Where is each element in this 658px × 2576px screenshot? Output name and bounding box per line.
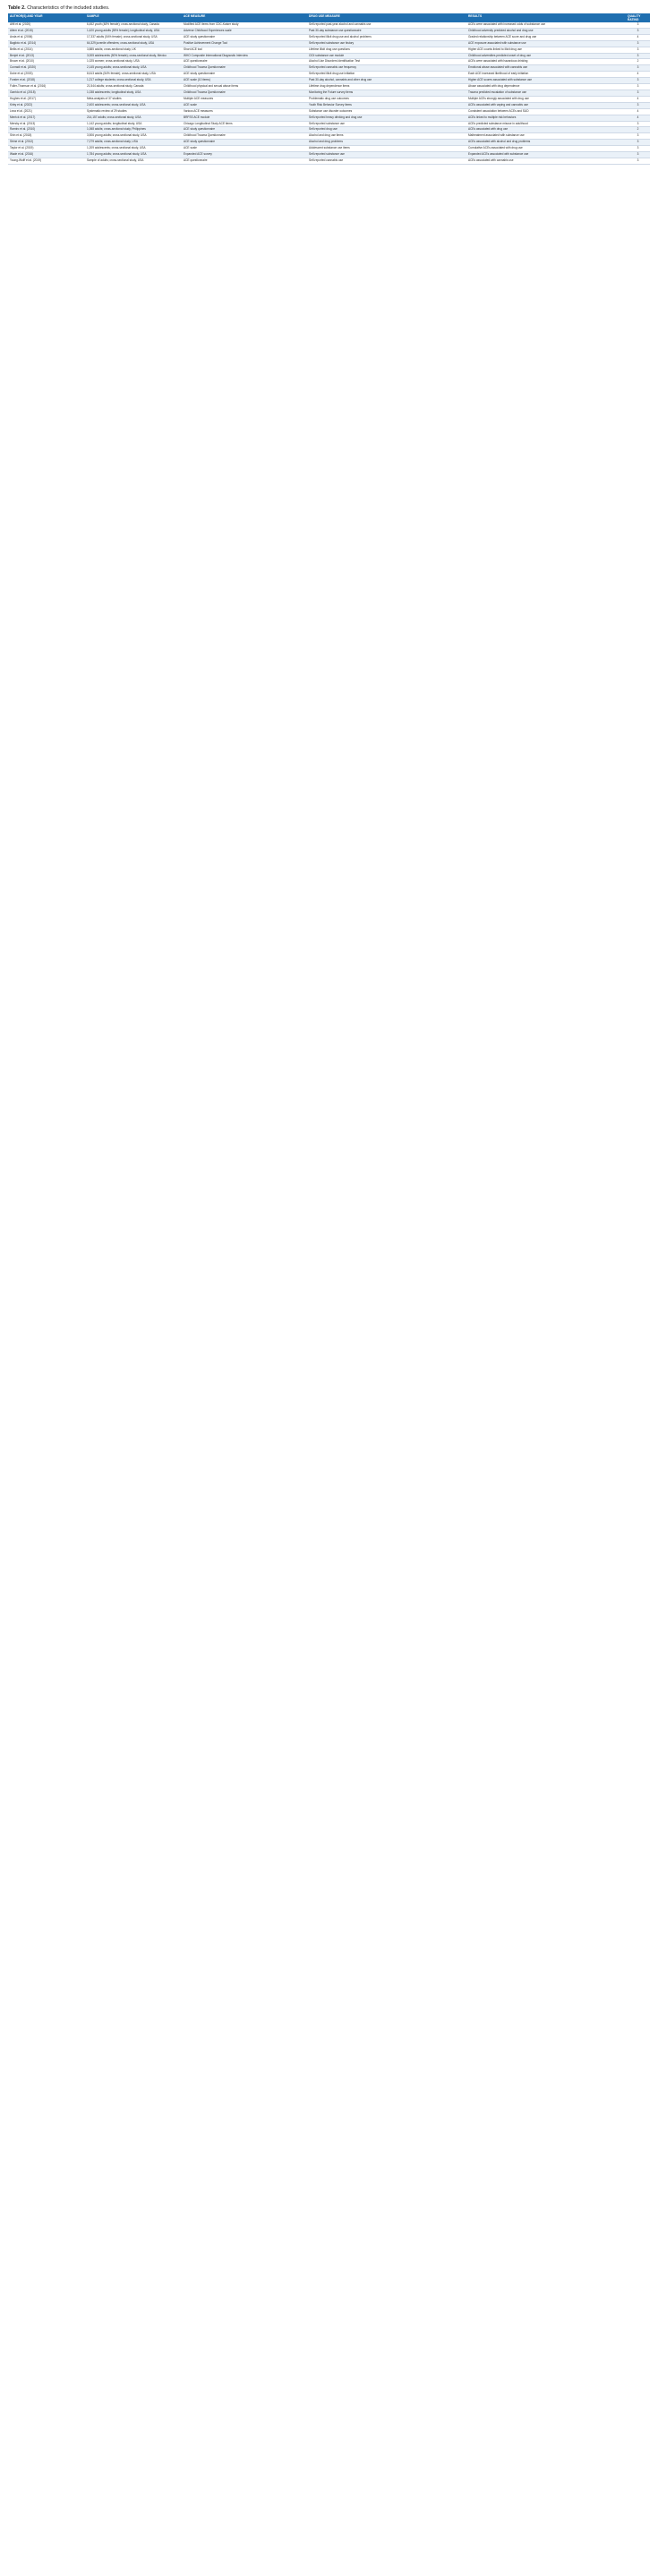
cell-sample: 1,142 young adults; longitudinal study, USA	[85, 121, 182, 127]
cell-ace-measure: ACE questionnaire	[182, 59, 307, 65]
cell-quality-rating: 3	[626, 40, 650, 47]
cell-results: ACEs were associated with increased odds of substance use	[466, 22, 626, 28]
cell-authors: Dube et al. (2003)	[8, 72, 85, 78]
cell-results: Cumulative ACEs associated with drug use	[466, 146, 626, 152]
cell-sample: Systematic review of 29 studies	[85, 108, 182, 115]
cell-results: ACE exposure associated with substance use	[466, 40, 626, 47]
table-row	[8, 84, 650, 90]
cell-quality-rating: 4	[626, 96, 650, 102]
cell-ace-measure: Childhood Trauma Questionnaire	[182, 90, 307, 96]
cell-drug-use-measure: Alcohol Use Disorders Identification Test	[307, 59, 466, 65]
cell-sample: 3,885 adults; cross-sectional study, UK	[85, 47, 182, 53]
cell-results: ACEs associated with cannabis use	[466, 158, 626, 164]
cell-quality-rating: 3	[626, 78, 650, 84]
cell-ace-measure: Positive Achievement Change Tool	[182, 40, 307, 47]
cell-ace-measure: Expanded ACE survey	[182, 152, 307, 158]
table-body	[8, 22, 650, 164]
table-row	[8, 65, 650, 72]
cell-quality-rating: 3	[626, 121, 650, 127]
cell-sample: 1,784 young adults; cross-sectional study, USA	[85, 152, 182, 158]
cell-ace-measure: Chicago Longitudinal Study ACE items	[182, 121, 307, 127]
table-row	[8, 59, 650, 65]
cell-sample: 1,038 adolescents; longitudinal study, USA	[85, 90, 182, 96]
table-row	[8, 96, 650, 102]
cell-authors: Bellis et al. (2014)	[8, 47, 85, 53]
cell-sample: 3,506 young adults; cross-sectional study, USA	[85, 133, 182, 140]
cell-authors: Anda et al. (2006)	[8, 34, 85, 40]
cell-sample: 7,279 adults; cross-sectional study, USA	[85, 140, 182, 146]
cell-sample: 1,068 adults; cross-sectional study, Philippines	[85, 127, 182, 133]
table-row	[8, 72, 650, 78]
header-results: RESULTS	[466, 13, 626, 22]
cell-ace-measure: Modified ACE items from CDC-Kaiser study	[182, 22, 307, 28]
cell-quality-rating: 3	[626, 140, 650, 146]
cell-quality-rating: 4	[626, 72, 650, 78]
cell-drug-use-measure: Self-reported past-year alcohol and cannabis use	[307, 22, 466, 28]
cell-sample: 64,329 juvenile offenders; cross-sectional study, USA	[85, 40, 182, 47]
cell-quality-rating: 4	[626, 115, 650, 121]
table-header-row	[8, 13, 650, 22]
cell-quality-rating: 3	[626, 84, 650, 90]
cell-results: ACEs predicted substance misuse in adulthood	[466, 121, 626, 127]
cell-ace-measure: ACE questionnaire	[182, 158, 307, 164]
cell-ace-measure: ACE study questionnaire	[182, 140, 307, 146]
cell-drug-use-measure: CIDI substance use module	[307, 53, 466, 59]
cell-quality-rating: 3	[626, 102, 650, 108]
cell-drug-use-measure: Past 30-day substance use questionnaire	[307, 28, 466, 34]
cell-authors: Young-Wolff et al. (2019)	[8, 158, 85, 164]
cell-ace-measure: Childhood Trauma Questionnaire	[182, 65, 307, 72]
cell-ace-measure: BRFSS ACE module	[182, 115, 307, 121]
cell-drug-use-measure: Youth Risk Behavior Survey items	[307, 102, 466, 108]
cell-authors: Ramiro et al. (2010)	[8, 127, 85, 133]
table-row	[8, 108, 650, 115]
cell-sample: Meta-analysis of 37 studies	[85, 96, 182, 102]
cell-quality-rating: 3	[626, 28, 650, 34]
cell-sample: 2,145 young adults; cross-sectional study, USA	[85, 65, 182, 72]
table-row	[8, 158, 650, 164]
cell-quality-rating: 3	[626, 22, 650, 28]
header-ace-measure: ACE MEASURE	[182, 13, 307, 22]
cell-drug-use-measure: Self-reported substance use	[307, 152, 466, 158]
cell-sample: 2,400 adolescents; cross-sectional study, USA	[85, 102, 182, 108]
cell-results: ACEs associated with drug use	[466, 127, 626, 133]
cell-drug-use-measure: Self-reported substance use	[307, 121, 466, 127]
cell-quality-rating: 3	[626, 53, 650, 59]
cell-authors: Mersky et al. (2013)	[8, 121, 85, 127]
cell-results: Maltreatment associated with substance use	[466, 133, 626, 140]
cell-authors: Fuller-Thomson et al. (2016)	[8, 84, 85, 90]
cell-authors: Allem et al. (2015)	[8, 28, 85, 34]
table-header	[8, 13, 650, 22]
cell-sample: 3,005 adolescents (50% female); cross-sectional study, Mexico	[85, 53, 182, 59]
cell-authors: Garrido et al. (2018)	[8, 90, 85, 96]
header-authors: AUTHOR(S) AND YEAR	[8, 13, 85, 22]
cell-ace-measure: Adverse Childhood Experiences scale	[182, 28, 307, 34]
cell-authors: Kirby et al. (2022)	[8, 102, 85, 108]
cell-results: ACEs associated with alcohol and drug problems	[466, 140, 626, 146]
cell-authors: Wade et al. (2016)	[8, 152, 85, 158]
table-row	[8, 53, 650, 59]
cell-results: Expanded ACEs associated with substance use	[466, 152, 626, 158]
cell-results: Higher ACE counts linked to illicit drug use	[466, 47, 626, 53]
cell-authors: Baglivio et al. (2014)	[8, 40, 85, 47]
cell-quality-rating: 4	[626, 34, 650, 40]
cell-quality-rating: 2	[626, 59, 650, 65]
cell-drug-use-measure: Self-reported drug use	[307, 127, 466, 133]
cell-results: ACEs associated with vaping and cannabis use	[466, 102, 626, 108]
cell-sample: 6,452 youth (48% female); cross-sectional study, Canada	[85, 22, 182, 28]
cell-authors: Cunradi et al. (2020)	[8, 65, 85, 72]
cell-ace-measure: Short ACE tool	[182, 47, 307, 53]
cell-results: Higher ACE scores associated with substance use	[466, 78, 626, 84]
table-row	[8, 90, 650, 96]
characteristics-table	[8, 13, 650, 165]
caption-text: Characteristics of the included studies.	[27, 5, 110, 11]
cell-results: Consistent association between ACEs and SUD	[466, 108, 626, 115]
table-row	[8, 47, 650, 53]
cell-sample: Sample of adults; cross-sectional study, USA	[85, 158, 182, 164]
cell-ace-measure: ACE study questionnaire	[182, 72, 307, 78]
cell-results: Multiple ACEs strongly associated with drug use	[466, 96, 626, 102]
cell-sample: 1,420 young adults (55% female); longitudinal study, USA	[85, 28, 182, 34]
cell-results: Abuse associated with drug dependence	[466, 84, 626, 90]
cell-drug-use-measure: Self-reported cannabis use	[307, 158, 466, 164]
cell-authors: Strine et al. (2012)	[8, 140, 85, 146]
table-row	[8, 115, 650, 121]
cell-ace-measure: Multiple ACE measures	[182, 96, 307, 102]
cell-ace-measure: ACE scale	[182, 146, 307, 152]
cell-drug-use-measure: Self-reported substance use history	[307, 40, 466, 47]
cell-results: Emotional abuse associated with cannabis use	[466, 65, 626, 72]
cell-sample: 21,544 adults; cross-sectional study, Canada	[85, 84, 182, 90]
table-row	[8, 78, 650, 84]
cell-authors: Leza et al. (2021)	[8, 108, 85, 115]
cell-authors: Forster et al. (2018)	[8, 78, 85, 84]
cell-quality-rating: 3	[626, 65, 650, 72]
table-row	[8, 28, 650, 34]
table-row	[8, 133, 650, 140]
cell-sample: 8,613 adults (54% female); cross-sectional study, USA	[85, 72, 182, 78]
table-row	[8, 34, 650, 40]
cell-drug-use-measure: Self-reported heavy drinking and drug use	[307, 115, 466, 121]
table-row	[8, 146, 650, 152]
cell-ace-measure: WHO Composite International Diagnostic Interview	[182, 53, 307, 59]
table-row	[8, 140, 650, 146]
cell-drug-use-measure: Alcohol and drug use items	[307, 133, 466, 140]
cell-ace-measure: Various ACE measures	[182, 108, 307, 115]
cell-drug-use-measure: Self-reported illicit drug use initiation	[307, 72, 466, 78]
cell-ace-measure: Childhood physical and sexual abuse items	[182, 84, 307, 90]
cell-quality-rating: 3	[626, 146, 650, 152]
cell-quality-rating: 3	[626, 47, 650, 53]
table-row	[8, 40, 650, 47]
cell-results: Childhood adversity predicted alcohol and drug use	[466, 28, 626, 34]
cell-ace-measure: ACE scale (10 items)	[182, 78, 307, 84]
cell-authors: Merrick et al. (2017)	[8, 115, 85, 121]
cell-drug-use-measure: Problematic drug use outcomes	[307, 96, 466, 102]
cell-drug-use-measure: Lifetime drug dependence items	[307, 84, 466, 90]
header-drug-use-measure: DRUG USE MEASURE	[307, 13, 466, 22]
cell-authors: Afifi et al. (2020)	[8, 22, 85, 28]
cell-sample: 1,217 college students; cross-sectional study, USA	[85, 78, 182, 84]
table-caption	[8, 5, 650, 12]
cell-drug-use-measure: Past 30-day alcohol, cannabis and other drug use	[307, 78, 466, 84]
cell-sample: 214,157 adults; cross-sectional study, USA	[85, 115, 182, 121]
cell-drug-use-measure: Monitoring the Future survey items	[307, 90, 466, 96]
cell-authors: Hughes et al. (2017)	[8, 96, 85, 102]
cell-sample: 17,337 adults (54% female); cross-sectional study, USA	[85, 34, 182, 40]
header-quality-rating: QUALITY RATING	[626, 13, 650, 22]
cell-results: Childhood adversities predicted onset of drug use	[466, 53, 626, 59]
cell-results: Each ACE increased likelihood of early initiation	[466, 72, 626, 78]
cell-authors: Benjet et al. (2013)	[8, 53, 85, 59]
cell-quality-rating: 2	[626, 127, 650, 133]
cell-drug-use-measure: Self-reported illicit drug use and alcohol problems	[307, 34, 466, 40]
cell-drug-use-measure: Self-reported cannabis use frequency	[307, 65, 466, 72]
cell-sample: 1,209 adolescents; cross-sectional study, USA	[85, 146, 182, 152]
cell-quality-rating: 3	[626, 133, 650, 140]
cell-sample: 1,025 women; cross-sectional study, USA	[85, 59, 182, 65]
cell-ace-measure: Childhood Trauma Questionnaire	[182, 133, 307, 140]
cell-ace-measure: ACE study questionnaire	[182, 34, 307, 40]
cell-quality-rating: 4	[626, 108, 650, 115]
cell-authors: Shin et al. (2018)	[8, 133, 85, 140]
cell-results: ACEs linked to multiple risk behaviors	[466, 115, 626, 121]
cell-drug-use-measure: Alcohol and drug problems	[307, 140, 466, 146]
cell-ace-measure: ACE scale	[182, 102, 307, 108]
cell-results: Trauma predicted escalation of substance use	[466, 90, 626, 96]
table-row	[8, 102, 650, 108]
table-row	[8, 152, 650, 158]
cell-quality-rating: 3	[626, 90, 650, 96]
cell-drug-use-measure: Adolescent substance use items	[307, 146, 466, 152]
cell-drug-use-measure: Substance use disorder outcomes	[307, 108, 466, 115]
cell-authors: Brown et al. (2010)	[8, 59, 85, 65]
cell-quality-rating: 3	[626, 158, 650, 164]
caption-label: Table 2.	[8, 5, 26, 11]
table-row	[8, 121, 650, 127]
cell-authors: Taylor et al. (2019)	[8, 146, 85, 152]
cell-results: Graded relationship between ACE score and drug use	[466, 34, 626, 40]
table-row	[8, 127, 650, 133]
header-sample: SAMPLE	[85, 13, 182, 22]
cell-drug-use-measure: Lifetime illicit drug use questions	[307, 47, 466, 53]
cell-quality-rating: 3	[626, 152, 650, 158]
cell-ace-measure: ACE study questionnaire	[182, 127, 307, 133]
cell-results: ACEs were associated with hazardous drinking	[466, 59, 626, 65]
